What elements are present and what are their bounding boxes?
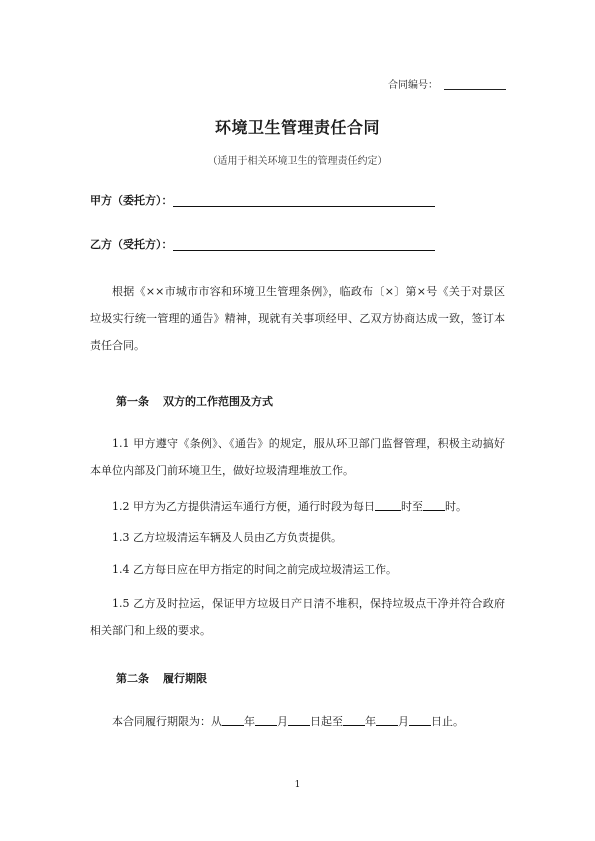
clause-1-2	[90, 493, 505, 520]
term-month-1: 月	[277, 715, 288, 728]
party-a-label: 甲方（委托方）：	[90, 194, 173, 207]
term-clause	[90, 708, 505, 735]
document-title: 环境卫生管理责任合同	[214, 118, 380, 137]
clause-1-4: 1.4 乙方每日应在甲方指定的时间之前完成垃圾清运工作。	[112, 563, 397, 576]
term-prefix: 本合同履行期限为：从	[112, 715, 222, 728]
contract-number-label: 合同编号：	[388, 80, 438, 91]
clause-1-2-mid: 时至	[401, 500, 423, 513]
party-a-blank[interactable]	[173, 194, 435, 207]
end-hour-blank[interactable]	[423, 499, 445, 511]
clause-1-1: 1.1 甲方遵守《条例》、《通告》的规定，服从环卫部门监督管理，积极主动搞好本单位内部及门前环境卫生，做好垃圾清理堆放工作。	[90, 437, 505, 477]
term-month-2: 月	[398, 715, 409, 728]
clause-1-3: 1.3 乙方垃圾清运车辆及人员由乙方负责提供。	[112, 531, 342, 544]
document-subtitle: （适用于相关环境卫生的管理责任约定）	[207, 156, 388, 167]
clause-1-2-suffix: 时。	[445, 500, 467, 513]
article-1-heading	[116, 393, 273, 409]
article-2-heading	[116, 670, 207, 686]
party-a-row	[90, 192, 435, 208]
clause-1-2-prefix: 1.2 甲方为乙方提供清运车通行方便，通行时段为每日	[112, 500, 375, 513]
start-year-blank[interactable]	[222, 714, 244, 726]
contract-number-blank[interactable]	[444, 77, 506, 90]
party-b-blank[interactable]	[173, 238, 435, 251]
term-year-2: 年	[365, 715, 376, 728]
page-number: 1	[294, 780, 301, 790]
article-2-title: 履行期限	[163, 672, 207, 685]
clause-1-5: 1.5 乙方及时拉运，保证甲方垃圾日产日清不堆积，保持垃圾点干净并符合政府相关部门和上级的要求。	[90, 597, 505, 637]
party-b-label: 乙方（受托方）：	[90, 238, 173, 251]
start-day-blank[interactable]	[288, 714, 310, 726]
term-day-1: 日起至	[310, 715, 343, 728]
article-2-number: 第二条	[116, 672, 149, 685]
article-1-title: 双方的工作范围及方式	[163, 395, 273, 408]
start-hour-blank[interactable]	[375, 499, 401, 511]
end-day-blank[interactable]	[409, 714, 431, 726]
party-b-row	[90, 236, 435, 252]
term-year-1: 年	[244, 715, 255, 728]
start-month-blank[interactable]	[255, 714, 277, 726]
intro-paragraph: 根据《××市城市市容和环境卫生管理条例》，临政布〔×〕第×号《关于对景区垃圾实行统一管理的通告》精神，现就有关事项经甲、乙双方协商达成一致，签订本责任合同。	[90, 285, 505, 352]
article-1-number: 第一条	[116, 395, 149, 408]
end-month-blank[interactable]	[376, 714, 398, 726]
end-year-blank[interactable]	[343, 714, 365, 726]
contract-number	[388, 76, 506, 91]
term-day-2: 日止。	[431, 715, 464, 728]
